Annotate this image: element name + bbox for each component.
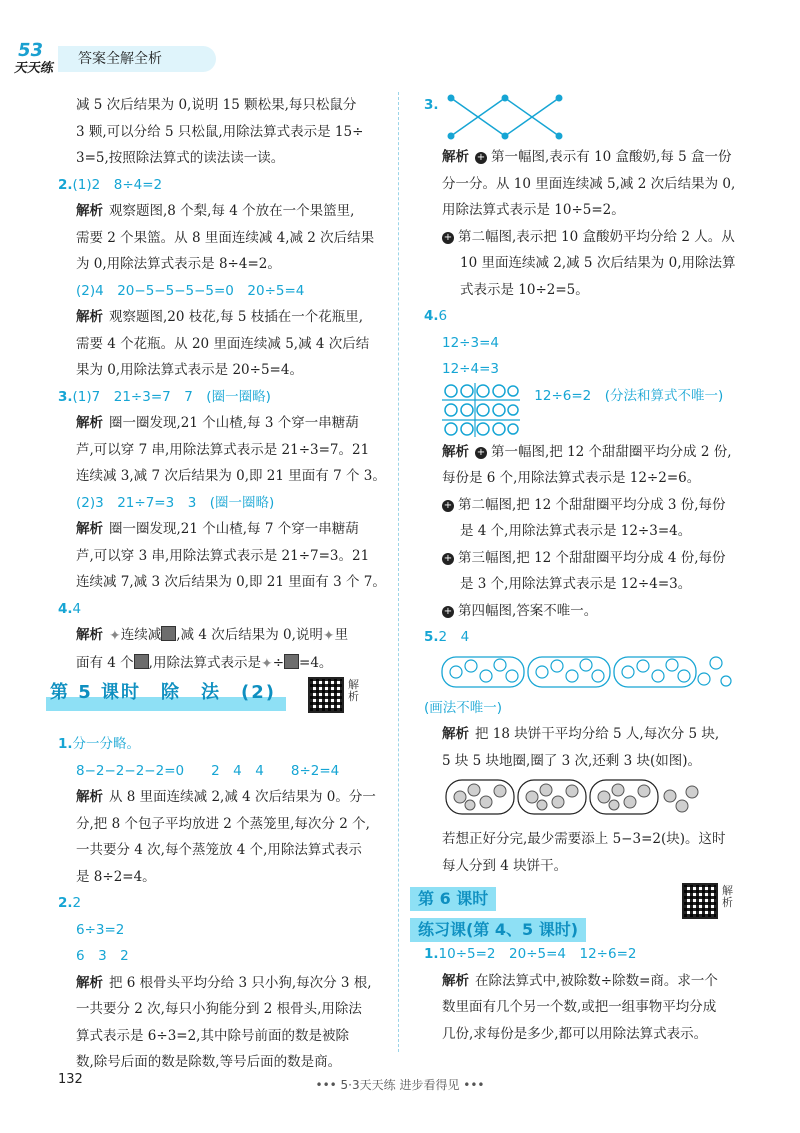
matching-lines-figure	[443, 92, 573, 142]
text-line: 第四幅图,答案不唯一。	[458, 602, 598, 619]
text-line: 需要 2 个果篮。从 8 里面连续减 4,减 2 次后结果	[76, 229, 375, 246]
square-icon	[161, 626, 176, 641]
text-line: 第三幅图,把 12 个甜甜圈平均分成 4 份,每份	[458, 549, 726, 566]
text-line: 10 里面连续减 2,减 5 次后结果为 0,用除法算	[460, 255, 736, 271]
analysis-label: 解析	[442, 149, 469, 165]
cookie-circles-figure	[442, 651, 732, 693]
answer: (2)4 20−5−5−5−5=0 20÷5=4	[76, 282, 305, 299]
text-line: 是 8÷2=4。	[76, 868, 156, 885]
question-number: 2.	[58, 895, 73, 911]
svg-text:天天练: 天天练	[13, 61, 55, 76]
text-line: 数里面有几个另一个数,或把一组事物平均分成	[442, 999, 717, 1015]
text-line: 数,除号后面的数是除数,等号后面的数是商。	[76, 1054, 342, 1070]
star-icon: ✦	[322, 628, 335, 644]
footer-slogan: ••• 5·3天天练 进步看得见 •••	[315, 1078, 485, 1092]
question-number: 2.	[58, 176, 73, 193]
header-tab: 答案全解全析	[58, 46, 216, 72]
qr-label: 解析	[348, 678, 359, 703]
svg-text:53: 53	[15, 40, 45, 61]
answer: 12÷6=2 (分法和算式不唯一)	[534, 387, 724, 404]
column-divider	[398, 92, 399, 1052]
text-line: 圈一圈发现,21 个山楂,每 7 个穿一串糖葫	[109, 521, 359, 537]
text-line: 是 3 个,用除法算式表示是 12÷4=3。	[460, 576, 692, 592]
answer: 6 3 2	[76, 948, 129, 964]
text-line: 芦,可以穿 3 串,用除法算式表示是 21÷7=3。21	[76, 547, 370, 564]
text-fragment: 连续减	[120, 627, 162, 643]
analysis-label: 解析	[76, 415, 103, 431]
text-line: 果为 0,用除法算式表示是 20÷5=4。	[76, 362, 303, 378]
text-line: 3=5,按照除法算式的读法读一读。	[76, 150, 285, 166]
answer: (1)7 21÷3=7 7 (圈一圈略)	[72, 388, 271, 405]
section-title-lesson-5	[46, 678, 380, 715]
analysis-label: 解析	[76, 627, 103, 643]
answer: 4	[72, 600, 82, 617]
text-line: 5 块 5 块地圈,圈了 3 次,还剩 3 块(如图)。	[442, 752, 702, 769]
qr-code-icon[interactable]	[682, 883, 718, 919]
donut-grid-figure	[442, 383, 520, 437]
square-icon	[284, 654, 299, 669]
text-line: 需要 4 个花瓶。从 20 里面连续减 5,减 4 次后结	[76, 335, 370, 352]
analysis-label: 解析	[442, 972, 469, 989]
text-line: 在除法算式中,被除数÷除数=商。求一个	[475, 972, 718, 989]
question-number: 1.	[424, 946, 439, 962]
answer: 2 4	[438, 629, 470, 645]
answer: 12÷3=4	[442, 334, 499, 351]
analysis-label: 解析	[442, 726, 469, 742]
text-line: 式表示是 10÷2=5。	[460, 281, 589, 298]
analysis-label: 解析	[76, 521, 103, 537]
question-number: 3.	[424, 97, 439, 113]
text-line: 圈一圈发现,21 个山楂,每 3 个穿一串糖葫	[109, 415, 359, 431]
answer: 6	[438, 308, 448, 324]
text-line: 减 5 次后结果为 0,说明 15 颗松果,每只松鼠分	[76, 97, 357, 113]
text-line: 一共要分 4 次,每个蒸笼放 4 个,用除法算式表示	[76, 842, 362, 858]
text-line: 每人分到 4 块饼干。	[442, 857, 568, 874]
analysis-label: 解析	[76, 309, 103, 325]
plus-icon: +	[476, 152, 486, 163]
answer: 12÷4=3	[442, 361, 499, 377]
text-line: 芦,可以穿 7 串,用除法算式表示是 21÷3=7。21	[76, 441, 370, 458]
text-line: 是 4 个,用除法算式表示是 12÷3=4。	[460, 523, 692, 539]
page-number: 132	[58, 1072, 83, 1087]
star-icon: ✦	[260, 655, 273, 672]
question-number: 3.	[58, 388, 73, 405]
text-line: 第一幅图,把 12 个甜甜圈平均分成 2 份,	[491, 443, 732, 460]
question-number: 5.	[424, 629, 439, 645]
section-subtitle-text: 练习课(第 4、5 课时)	[410, 918, 586, 942]
analysis-label: 解析	[76, 789, 103, 805]
text-line: 几份,求每份是多少,都可以用除法算式表示。	[442, 1025, 708, 1042]
question-number: 4.	[424, 308, 439, 324]
plus-icon: +	[443, 605, 453, 617]
answer-note: (画法不唯一)	[424, 699, 503, 716]
answer: (1)2 8÷4=2	[72, 176, 163, 193]
text-fragment: 里	[334, 627, 349, 643]
answer: 10÷5=2 20÷5=4 12÷6=2	[438, 946, 637, 962]
text-line: 观察题图,20 枝花,每 5 枝插在一个花瓶里,	[109, 309, 364, 325]
left-column	[50, 92, 386, 1076]
qr-code-icon[interactable]	[308, 677, 344, 713]
text-line: 把 18 块饼干平均分给 5 人,每次分 5 块,	[475, 726, 720, 742]
text-line: 分,把 8 个包子平均放进 2 个蒸笼里,每次分 2 个,	[76, 815, 370, 832]
text-line: 第二幅图,表示把 10 盒酸奶平均分给 2 人。从	[458, 228, 735, 245]
plus-icon: +	[443, 552, 453, 564]
analysis-label: 解析	[76, 203, 103, 219]
cookie-circles-figure-2	[442, 774, 702, 822]
square-icon	[134, 654, 149, 669]
text-line: 用除法算式表示是 10÷5=2。	[442, 202, 625, 218]
right-column	[418, 92, 742, 1047]
plus-icon: +	[443, 499, 453, 511]
plus-icon: +	[443, 231, 453, 243]
text-line: 连续减 3,减 7 次后结果为 0,即 21 里面有 7 个 3。	[76, 468, 386, 484]
text-line: 把 6 根骨头平均分给 3 只小狗,每次分 3 根,	[109, 974, 372, 991]
star-icon: ✦	[109, 628, 121, 644]
answer: (2)3 21÷7=3 3 (圈一圈略)	[76, 494, 275, 511]
analysis-label: 解析	[76, 974, 103, 991]
answer: 8−2−2−2−2=0 2 4 4 8÷2=4	[76, 762, 340, 779]
plus-icon: +	[476, 446, 486, 458]
answer: 分一分略。	[72, 736, 141, 752]
text-line: 第一幅图,表示有 10 盒酸奶,每 5 盒一份	[491, 149, 732, 165]
text-line: 观察题图,8 个梨,每 4 个放在一个果篮里,	[109, 203, 355, 219]
text-fragment: ,减 4 次后结果为 0,说明	[176, 627, 323, 643]
section-title-text: 第 5 课时 除 法 (2)	[50, 682, 277, 703]
text-line: 连续减 7,减 3 次后结果为 0,即 21 里面有 3 个 7。	[76, 574, 386, 590]
text-line: 一共要分 2 次,每只小狗能分到 2 根骨头,用除法	[76, 1001, 362, 1017]
section-title-lesson-6	[418, 883, 742, 941]
text-line: 为 0,用除法算式表示是 8÷4=2。	[76, 256, 281, 272]
section-title-text: 第 6 课时	[410, 887, 496, 911]
text-fragment: 面有 4 个	[76, 654, 134, 671]
question-number: 1.	[58, 736, 73, 752]
text-fragment: =4。	[299, 654, 333, 671]
text-fragment: ÷	[272, 654, 285, 671]
question-number: 4.	[58, 600, 73, 617]
text-fragment: ,用除法算式表示是	[148, 654, 261, 671]
text-line: 3 颗,可以分给 5 只松鼠,用除法算式表示是 15÷	[76, 123, 364, 140]
text-line: 若想正好分完,最少需要添上 5−3=2(块)。这时	[442, 831, 726, 847]
text-line: 分一分。从 10 里面连续减 5,减 2 次后结果为 0,	[442, 175, 736, 192]
text-line: 从 8 里面连续减 2,减 4 次后结果为 0。分一	[109, 789, 376, 805]
answer: 2	[72, 895, 82, 911]
text-line: 算式表示是 6÷3=2,其中除号前面的数是被除	[76, 1027, 349, 1044]
answer: 6÷3=2	[76, 921, 125, 938]
analysis-label: 解析	[442, 443, 469, 460]
qr-label: 解析	[722, 884, 733, 909]
text-line: 第二幅图,把 12 个甜甜圈平均分成 3 份,每份	[458, 496, 726, 513]
text-line: 每份是 6 个,用除法算式表示是 12÷2=6。	[442, 470, 701, 486]
